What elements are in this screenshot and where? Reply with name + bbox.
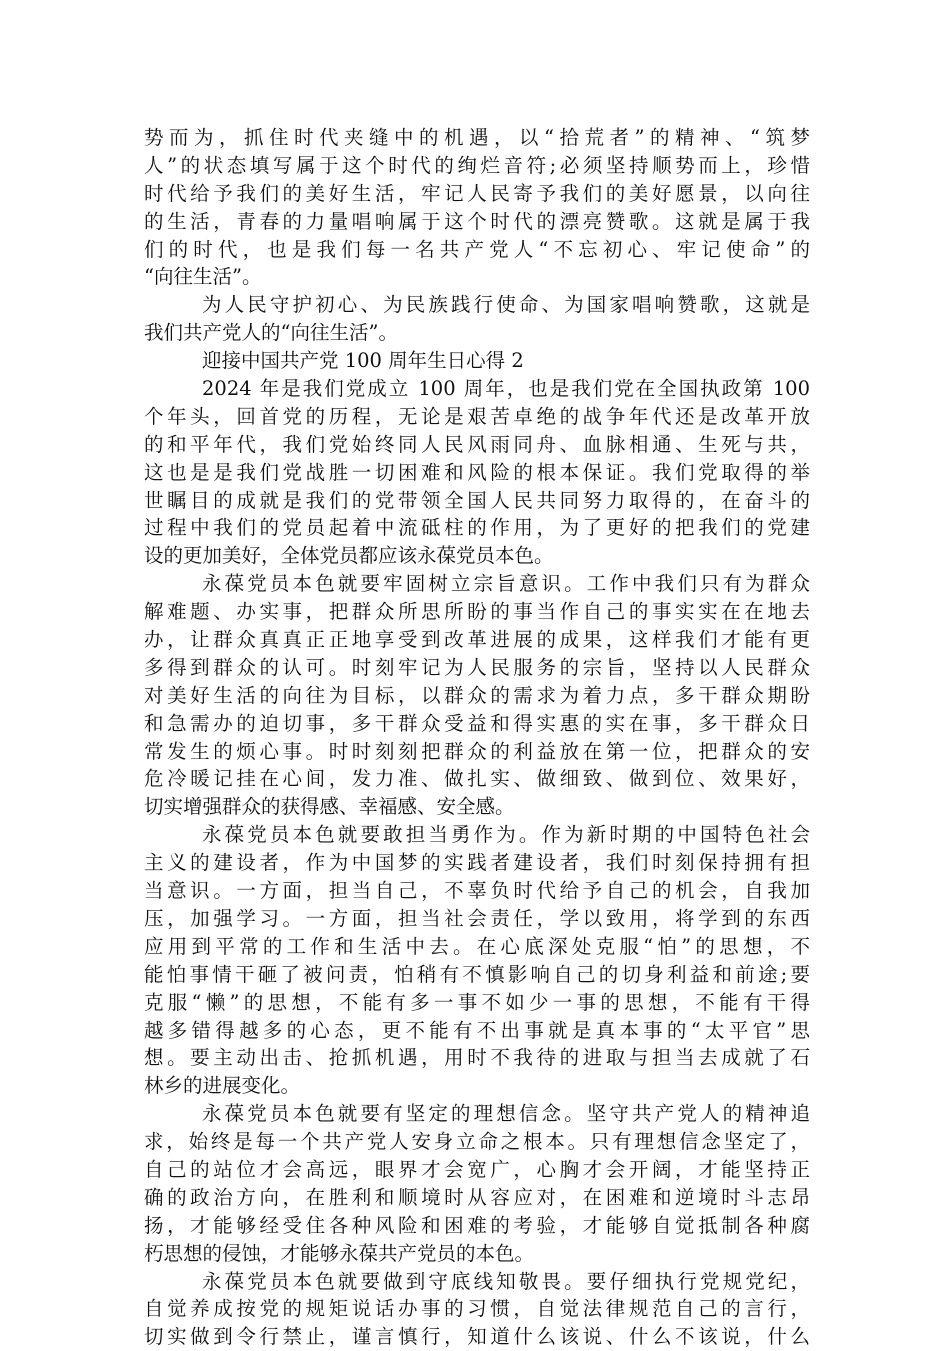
document-body [144,124,810,1351]
text-line: 朽思想的侵蚀，才能够永葆共产党员的本色。 [144,1241,535,1265]
text-line: 确的政治方向，在胜利和顺境时从容应对，在困难和逆境时斗志昂 [144,1185,810,1209]
text-line: 压，加强学习。一方面，担当社会责任，学以致用，将学到的东西 [144,906,810,930]
text-line: 永葆党员本色就要有坚定的理想信念。坚守共产党人的精神追 [202,1102,810,1126]
text-line: 迎接中国共产党 100 周年生日心得 2 [202,349,524,373]
text-line: 人”的状态填写属于这个时代的绚烂音符;必须坚持顺势而上，珍惜 [144,153,810,177]
text-line: 势而为，抓住时代夹缝中的机遇，以“拾荒者”的精神、“筑梦 [144,126,810,149]
text-line: “向往生活”。 [144,265,262,289]
text-line: 想。要主动出击、抢抓机遇，用时不我待的进取与担当去成就了石 [144,1046,810,1070]
text-line: 切实增强群众的获得感、幸福感、安全感。 [144,795,515,819]
text-line: 过程中我们的党员起着中流砥柱的作用，为了更好的把我们的党建 [144,516,810,540]
text-line: 们的时代，也是我们每一名共产党人“不忘初心、牢记使命”的 [144,237,810,261]
text-line: 永葆党员本色就要牢固树立宗旨意识。工作中我们只有为群众 [202,572,810,596]
text-line: 为人民守护初心、为民族践行使命、为国家唱响赞歌，这就是 [202,293,810,317]
text-line: 当意识。一方面，担当自己，不辜负时代给予自己的机会，自我加 [144,879,810,903]
text-line: 永葆党员本色就要敢担当勇作为。作为新时期的中国特色社会 [202,823,810,847]
text-line: 永葆党员本色就要做到守底线知敬畏。要仔细执行党规党纪， [202,1269,810,1293]
text-line: 自觉养成按党的规矩说话办事的习惯，自觉法律规范自己的言行， [144,1297,810,1321]
text-line: 时代给予我们的美好生活，牢记人民寄予我们的美好愿景，以向往 [144,181,810,205]
text-line: 常发生的烦心事。时时刻刻把群众的利益放在第一位，把群众的安 [144,739,810,763]
text-line: 切实做到令行禁止，谨言慎行，知道什么该说、什么不该说，什么 [144,1325,810,1349]
text-line: 办，让群众真真正正地享受到改革进展的成果，这样我们才能有更 [144,628,810,652]
text-line: 的生活，青春的力量唱响属于这个时代的漂亮赞歌。这就是属于我 [144,209,810,233]
text-line: 扬，才能够经受住各种风险和困难的考验，才能够自觉抵制各种腐 [144,1213,810,1237]
text-line: 的和平年代，我们党始终同人民风雨同舟、血脉相通、生死与共， [144,432,810,456]
text-line: 危冷暖记挂在心间，发力准、做扎实、做细致、做到位、效果好， [144,767,810,791]
text-line: 克服“懒”的思想，不能有多一事不如少一事的思想，不能有干得 [144,990,810,1014]
text-line: 多得到群众的认可。时刻牢记为人民服务的宗旨，坚持以人民群众 [144,655,810,679]
text-line: 2024 年是我们党成立 100 周年，也是我们党在全国执政第 100 [202,377,810,401]
text-line: 设的更加美好，全体党员都应该永葆党员本色。 [144,544,554,568]
text-line: 越多错得越多的心态，更不能有不出事就是真本事的“太平官”思 [144,1018,810,1042]
text-line: 应用到平常的工作和生活中去。在心底深处克服“怕”的思想，不 [144,934,810,958]
text-line: 求，始终是每一个共产党人安身立命之根本。只有理想信念坚定了， [144,1130,810,1154]
text-line: 主义的建设者，作为中国梦的实践者建设者，我们时刻保持拥有担 [144,851,810,875]
text-line: 个年头，回首党的历程，无论是艰苦卓绝的战争年代还是改革开放 [144,404,810,428]
text-line: 解难题、办实事，把群众所思所盼的事当作自己的事实实在在地去 [144,600,810,624]
text-line: 世瞩目的成就是我们的党带领全国人民共同努力取得的，在奋斗的 [144,488,810,512]
text-line: 自己的站位才会高远，眼界才会宽广，心胸才会开阔，才能坚持正 [144,1157,810,1181]
text-line: 对美好生活的向往为目标，以群众的需求为着力点，多干群众期盼 [144,683,810,707]
text-line: 林乡的进展变化。 [144,1074,301,1098]
text-line: 能怕事情干砸了被问责，怕稍有不慎影响自己的切身利益和前途;要 [144,962,810,986]
text-line: 这也是是我们党战胜一切困难和风险的根本保证。我们党取得的举 [144,460,810,484]
text-line: 我们共产党人的“向往生活”。 [144,321,398,345]
text-line: 和急需办的迫切事，多干群众受益和得实惠的实在事，多干群众日 [144,711,810,735]
